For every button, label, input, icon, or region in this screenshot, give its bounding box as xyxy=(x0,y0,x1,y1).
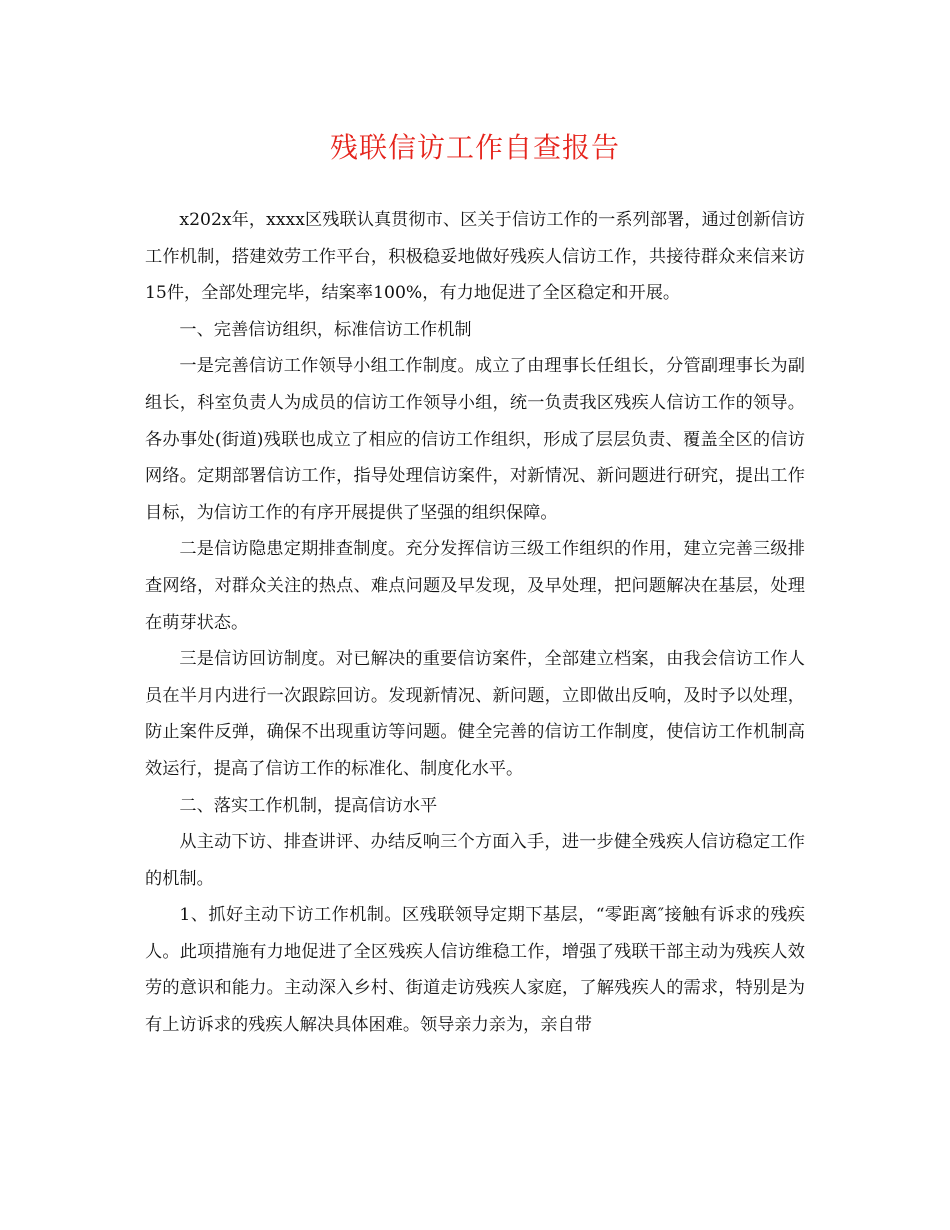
paragraph-1-2: 二是信访隐患定期排查制度。充分发挥信访三级工作组织的作用，建立完善三级排查网络，对群众关注的热点、难点问题及早发现，及早处理，把问题解决在基层，处理在萌芽状态。 xyxy=(145,539,805,633)
document-body xyxy=(145,202,805,1044)
document-title: 残联信访工作自查报告 xyxy=(329,131,620,164)
section-heading-2: 二、落实工作机制，提高信访水平 xyxy=(179,795,438,816)
paragraph-intro: x202x年，xxxx区残联认真贯彻市、区关于信访工作的一系列部署，通过创新信访工作机制，搭建效劳工作平台，积极稳妥地做好残疾人信访工作，共接待群众来信来访15件，全部处理完毕，结案率100%，有力地促进了全区稳定和开展。 xyxy=(145,210,805,304)
paragraph-1-3: 三是信访回访制度。对已解决的重要信访案件，全部建立档案，由我会信访工作人员在半月内进行一次跟踪回访。发现新情况、新问题，立即做出反响，及时予以处理，防止案件反弹，确保不出现重访等问题。健全完善的信访工作制度，使信访工作机制高效运行，提高了信访工作的标准化、制度化水平。 xyxy=(145,649,805,779)
paragraph-1-1: 一是完善信访工作领导小组工作制度。成立了由理事长任组长，分管副理事长为副组长，科室负责人为成员的信访工作领导小组，统一负责我区残疾人信访工作的领导。各办事处(街道)残联也成立了相应的信访工作组织，形成了层层负责、覆盖全区的信访网络。定期部署信访工作，指导处理信访案件，对新情况、新问题进行研究，提出工作目标，为信访工作的有序开展提供了坚强的组织保障。 xyxy=(145,356,805,523)
paragraph-2-1: 1、抓好主动下访工作机制。区残联领导定期下基层，“零距离″接触有诉求的残疾人。此项措施有力地促进了全区残疾人信访维稳工作，增强了残联干部主动为残疾人效劳的意识和能力。主动深入乡村、街道走访残疾人家庭，了解残疾人的需求，特别是为有上访诉求的残疾人解决具体困难。领导亲力亲为，亲自带 xyxy=(145,905,805,1036)
section-heading-1: 一、完善信访组织，标准信访工作机制 xyxy=(179,319,472,340)
paragraph-2-intro: 从主动下访、排查讲评、办结反响三个方面入手，进一步健全残疾人信访稳定工作的机制。 xyxy=(145,832,805,889)
